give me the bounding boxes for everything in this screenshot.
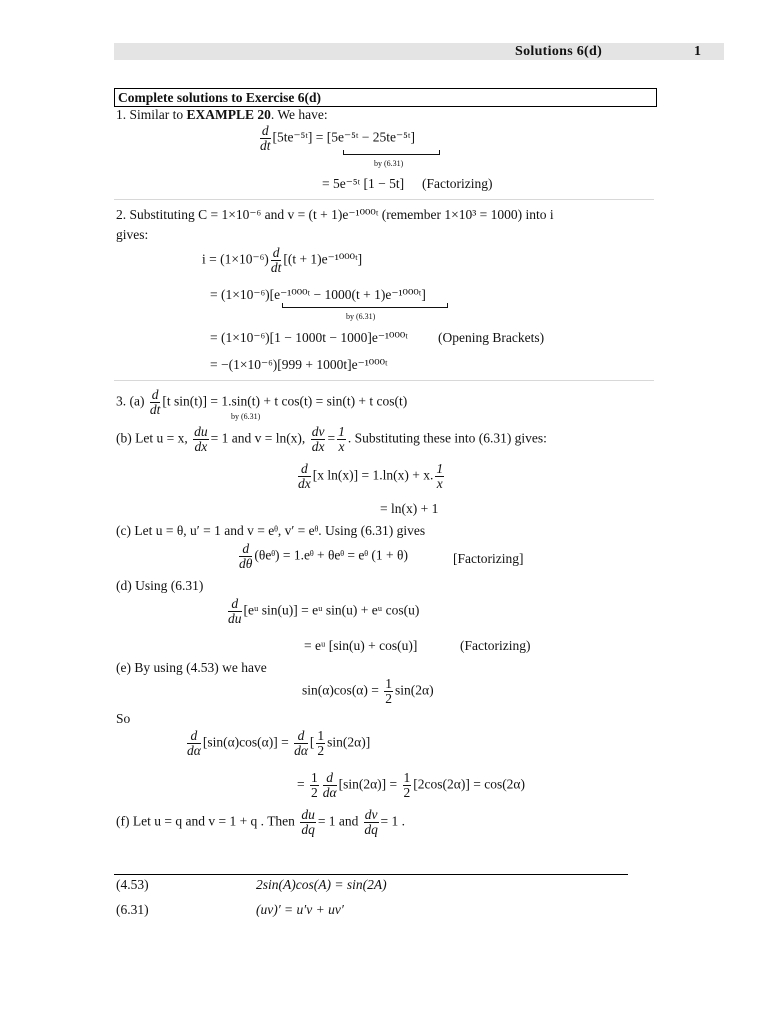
separator — [114, 199, 654, 200]
separator — [114, 380, 654, 381]
by-label: by (6.31) — [346, 312, 376, 321]
footnote-formula: (uv)′ = u′v + uv′ — [256, 902, 344, 917]
q3e-text: (e) By using (4.53) we have — [116, 660, 267, 675]
q3f-text: (f) Let u = q and v = 1 + q . Then $\frac{du}{dq}$ = 1 and $\frac{dv}{dq}$ = 1 . — [116, 807, 406, 837]
header-title: Solutions 6(d) — [515, 44, 603, 59]
q1-line1: $\frac{d}{dt}$ [5te⁻⁵ᵗ] = [5e⁻⁵ᵗ − 25te⁻⁵ᵗ] — [260, 123, 415, 153]
q3c-text: (c) Let u = θ, u′ = 1 and v = eᶿ, v′ = eᶿ. Using (6.31) gives — [116, 523, 426, 538]
by-label: by (6.31) — [231, 412, 261, 421]
q1-line2-note: (Factorizing) — [422, 176, 493, 191]
footnote-ref: (4.53) — [116, 877, 149, 892]
q2-line4: = −(1×10⁻⁶)[999 + 1000t]e⁻¹⁰⁰⁰ᵗ — [210, 357, 388, 372]
q3d-text: (d) Using (6.31) — [116, 578, 204, 593]
q3b-line1: $\frac{d}{dx}$ [x ln(x)] = 1.ln(x) + x. $\frac{1}{x}$ — [298, 461, 444, 491]
footnote-rule — [114, 874, 628, 875]
q3c-line: $\frac{d}{d\theta}$ (θeᶿ) = 1.eᶿ + θeᶿ = eᶿ (1 + θ) — [239, 541, 408, 571]
by-label: by (6.31) — [374, 159, 404, 168]
q3d-line2: = eᵘ [sin(u) + cos(u)] — [304, 638, 418, 653]
q3b-line2: = ln(x) + 1 — [380, 501, 439, 516]
q2-line3: = (1×10⁻⁶)[1 − 1000t − 1000]e⁻¹⁰⁰⁰ᵗ — [210, 330, 408, 345]
q2-line3-note: (Opening Brackets) — [438, 330, 545, 345]
q3d-note: (Factorizing) — [460, 638, 531, 653]
section-title-box: Complete solutions to Exercise 6(d) — [114, 88, 657, 107]
q3e-so: So — [116, 711, 131, 726]
footnote-ref: (6.31) — [116, 902, 149, 917]
q3c-note: [Factorizing] — [453, 551, 524, 566]
q1-line2: = 5e⁻⁵ᵗ [1 − 5t] — [322, 176, 405, 191]
q2-gives: gives: — [116, 227, 149, 242]
q3b-text: (b) Let u = x, $\frac{du}{dx}$ = 1 and v = ln(x), $\frac{dv}{dx}$ = $\frac{1}{x}$ . Substituting these into (6.31) gives: — [116, 424, 547, 454]
q2-intro: 2. Substituting C = 1×10⁻⁶ and v = (t + 1)e⁻¹⁰⁰⁰ᵗ (remember 1×10³ = 1000) into i — [116, 207, 554, 222]
header-bar — [114, 43, 724, 60]
q3e-line2: = $\frac{1}{2}$ $\frac{d}{d\alpha}$ [sin(2α)] = $\frac{1}{2}$ [2cos(2α)] = cos(2α) — [297, 770, 526, 800]
q3d-line1: $\frac{d}{du}$ [eᵘ sin(u)] = eᵘ sin(u) + eᵘ cos(u) — [228, 596, 420, 626]
q3a: 3. (a) $\frac{d}{dt}$ [t sin(t)] = 1.sin(t) + t cos(t) = sin(t) + t cos(t) — [116, 387, 408, 417]
q2-line2: = (1×10⁻⁶)[e⁻¹⁰⁰⁰ᵗ − 1000(t + 1)e⁻¹⁰⁰⁰ᵗ] — [210, 287, 426, 302]
q1-intro: 1. Similar to EXAMPLE 20. We have: — [116, 107, 328, 122]
q2-line1: i = (1×10⁻⁶) $\frac{d}{dt}$ [(t + 1)e⁻¹⁰⁰⁰ᵗ] — [202, 245, 363, 275]
footnote-formula: 2sin(A)cos(A) = sin(2A) — [256, 877, 387, 892]
q3e-line: sin(α)cos(α) = $\frac{1}{2}$ sin(2α) — [302, 676, 434, 706]
page-number: 1 — [694, 44, 701, 59]
q3e-line1: $\frac{d}{d\alpha}$ [sin(α)cos(α)] = $\frac{d}{d\alpha}$ [ $\frac{1}{2}$ sin(2α)] — [187, 728, 371, 758]
